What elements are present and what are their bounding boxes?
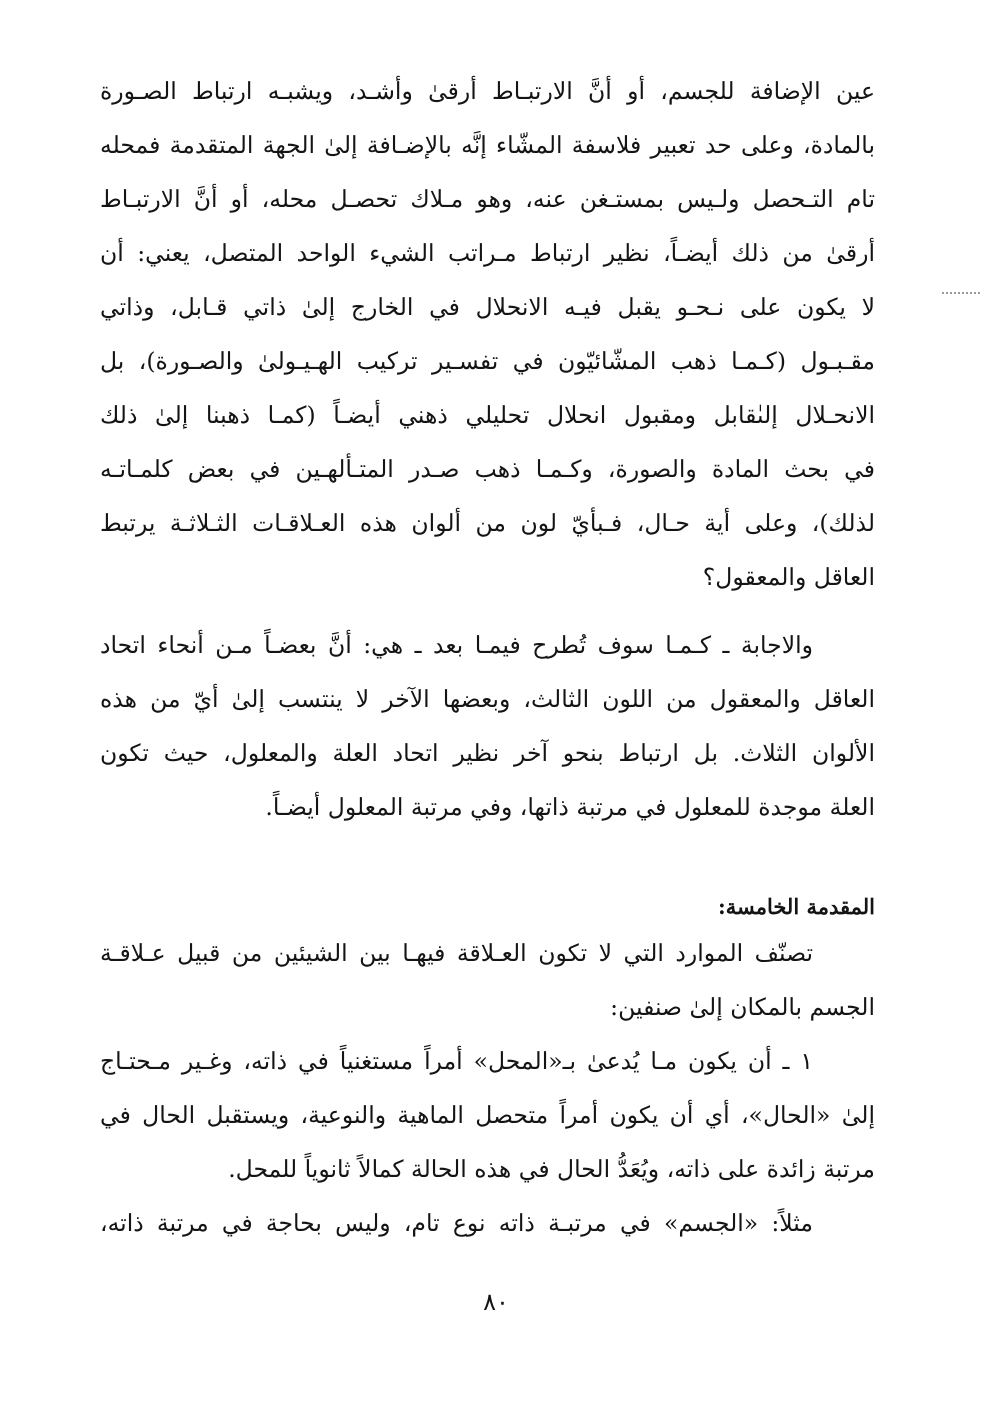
paragraph-2	[100, 616, 875, 832]
section-spacer	[100, 832, 875, 876]
paragraph-1	[100, 62, 875, 602]
text-line: الجسم بالمكان إلىٰ صنفين:	[610, 993, 875, 1021]
text-line: الألوان الثلاث. بل ارتباط بنحو آخر نظير اتحاد العلة والمعلول، حيث تكون	[100, 739, 875, 767]
text-line: مقـبـول (كـمـا ذهب المشّائيّون في تفسـير تركيب الهـيـولىٰ والصـورة)، بل	[100, 347, 875, 375]
text-line: العاقل والمعقول من اللون الثالث، وبعضها الآخر لا ينتسب إلىٰ أيّ من هذه	[100, 685, 875, 713]
paragraph-3	[100, 924, 875, 1032]
text-line: العلة موجدة للمعلول في مرتبة ذاتها، وفي مرتبة المعلول أيضـاً.	[265, 793, 875, 821]
text-line: مرتبة زائدة على ذاته، ويُعَدُّ الحال في هذه الحالة كمالاً ثانوياً للمحل.	[228, 1155, 875, 1183]
margin-mark	[942, 292, 980, 296]
paragraph-4	[100, 1032, 875, 1194]
text-line: العاقل والمعقول؟	[702, 563, 875, 591]
section-heading: المقدمة الخامسة:	[717, 894, 875, 919]
text-line: إلىٰ «الحال»، أي أن يكون أمراً متحصل الماهية والنوعية، ويستقبل الحال في	[100, 1101, 875, 1129]
text-line: والاجابة ـ كـمـا سوف تُطرح فيمـا بعد ـ هي: أنَّ بعضـاً مـن أنحاء اتحاد	[100, 631, 813, 659]
text-line: في بحث المادة والصورة، وكـمـا ذهب صـدر المتـألهـين في بعض كلمـاتـه	[100, 455, 875, 483]
paragraph-5	[100, 1194, 875, 1248]
paragraph-spacer	[100, 602, 875, 616]
text-line: ١ ـ أن يكون مـا يُدعىٰ بـ«المحل» أمراً مستغنياً في ذاته، وغـير مـحتـاج	[100, 1047, 813, 1075]
page-body	[100, 62, 875, 1248]
text-line: عين الإضافة للجسم، أو أنَّ الارتبـاط أرقىٰ وأشـد، ويشبـه ارتباط الصـورة	[100, 77, 875, 105]
text-line: أرقىٰ من ذلك أيضـاً، نظير ارتباط مـراتب الشيء الواحد المتصل، يعني: أن	[100, 239, 875, 267]
text-line: لذلك)، وعلى أية حـال، فـبأيّ لون من ألوان هذه العـلاقـات الثـلاثـة يرتبط	[100, 509, 875, 537]
text-line: بالمادة، وعلى حد تعبير فلاسفة المشّاء إنَّه بالإضـافة إلىٰ الجهة المتقدمة فمحله	[100, 131, 875, 159]
text-line: الانحـلال إلىٰقابل ومقبول انحلال تحليلي ذهني أيضـاً (كمـا ذهبنا إلىٰ ذلك	[100, 401, 875, 429]
text-line: تصنّف الموارد التي لا تكون العـلاقة فيهـا بين الشيئين من قبيل عـلاقـة	[100, 939, 813, 967]
text-line: لا يكون على نـحـو يقبل فيـه الانحلال في الخارج إلىٰ ذاتي قـابل، وذاتي	[100, 293, 875, 321]
text-line: مثلاً: «الجسم» في مرتبـة ذاته نوع تام، وليس بحاجة في مرتبة ذاته،	[100, 1209, 813, 1237]
page-number: ٨٠	[483, 1288, 509, 1316]
text-line: تام التـحصل ولـيس بمستـغن عنه، وهو مـلاك تحصـل محله، أو أنَّ الارتبـاط	[100, 185, 875, 213]
